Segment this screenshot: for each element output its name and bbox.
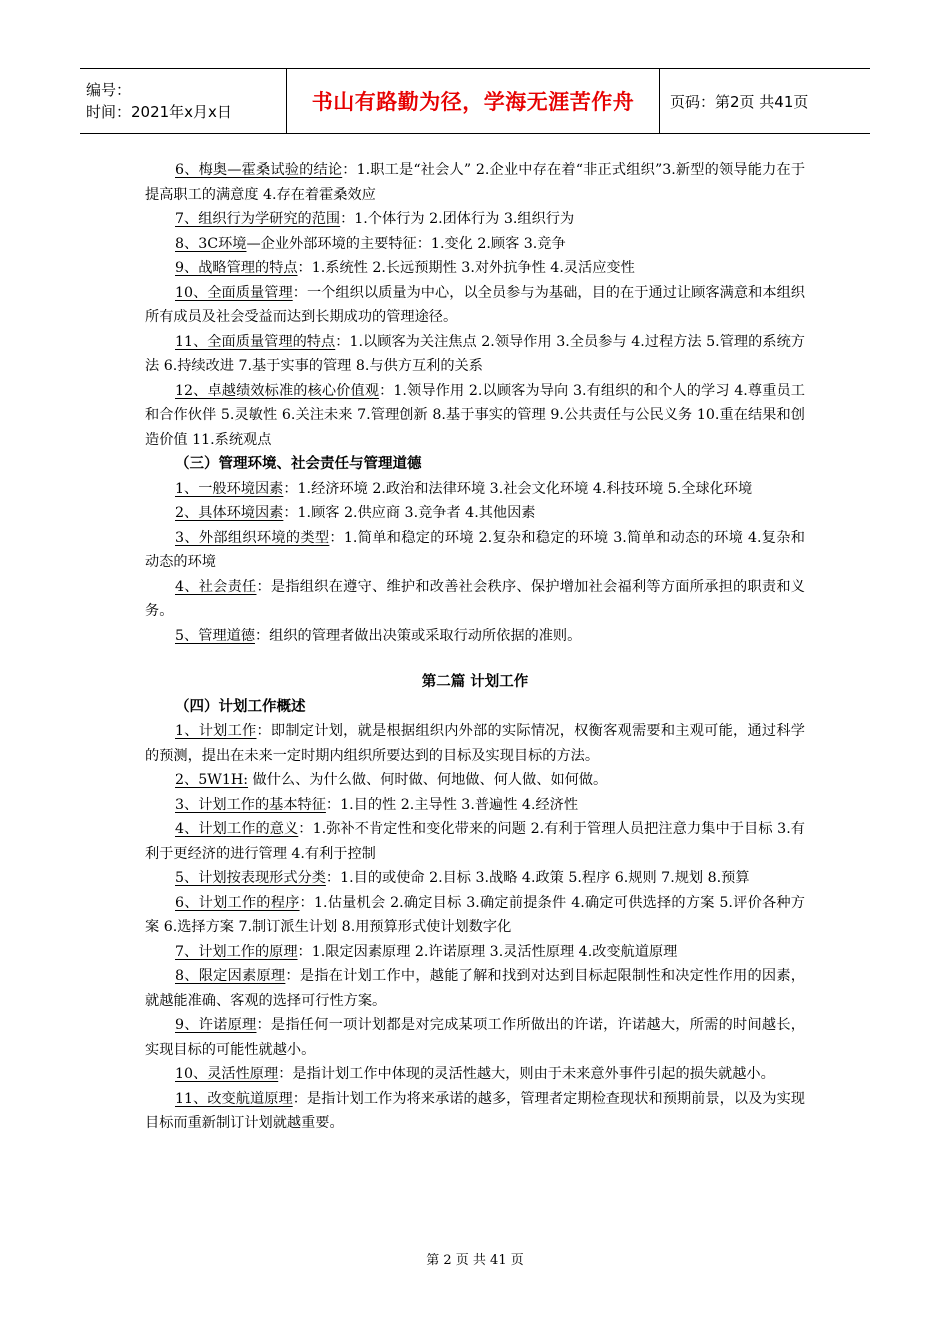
definition-paragraph [145, 256, 805, 281]
definition-text: ：是指计划工作中体现的灵活性越大，则由于未来意外事件引起的损失就越小。 [278, 1066, 775, 1082]
definition-paragraph [145, 207, 805, 232]
term-label: 11、全面质量管理的特点 [175, 333, 336, 350]
term-label: 9、许诺原理 [175, 1017, 257, 1033]
definition-text: ：1.领导作用 2.以顾客为导向 3.有组织的和个人的学习 4.尊重员工和合作伙伴 5.灵敏性 6.关注未来 7.管理创新 8.基于事实的管理 9.公共责任与公民义务 10.重在结果和创造价值 11.系统观点 [145, 382, 805, 448]
header-meta-cell [80, 69, 287, 134]
definition-text: ：1.弥补不肯定性和变化带来的问题 2.有利于管理人员把注意力集中于目标 3.有利于更经济的进行管理 4.有利于控制 [145, 821, 805, 862]
term-label: 3、计划工作的基本特征 [175, 796, 326, 813]
definition-text: ：1.个体行为 2.团体行为 3.组织行为 [340, 211, 575, 227]
definition-text: ：1.目的或使命 2.目标 3.战略 4.政策 5.程序 6.规则 7.规划 8.预算 [325, 870, 750, 886]
definition-paragraph [145, 379, 805, 453]
definition-paragraph [145, 817, 805, 866]
definition-paragraph [145, 866, 805, 891]
definition-text: ：是指任何一项计划都是对完成某项工作所做出的许诺，许诺越大，所需的时间越长，实现目标的可能性就越小。 [145, 1017, 805, 1058]
term-label: 2、具体环境因素 [175, 505, 284, 521]
term-label: 4、计划工作的意义 [175, 821, 299, 837]
definition-text: ：1.简单和稳定的环境 2.复杂和稳定的环境 3.简单和动态的环境 4.复杂和动态的环境 [145, 529, 805, 570]
definition-text: ：是指组织在遵守、维护和改善社会秩序、保护增加社会福利等方面所承担的职责和义务。 [145, 578, 805, 619]
definition-paragraph [145, 891, 805, 940]
term-label: 6、梅奥—霍桑试验的结论 [175, 162, 343, 178]
term-label: 11、改变航道原理 [175, 1090, 293, 1107]
term-label: 12、卓越绩效标准的核心价值观 [175, 382, 380, 399]
term-label: 8、3C环境 [175, 235, 247, 252]
definition-text: ：组织的管理者做出决策或采取行动所依据的准则。 [254, 627, 582, 644]
section-heading: （三）管理环境、社会责任与管理道德 [175, 456, 422, 472]
definition-text: —企业外部环境的主要特征：1.变化 2.顾客 3.竞争 [246, 235, 566, 252]
term-label: 5、管理道德 [175, 627, 255, 644]
term-label: 6、计划工作的程序 [175, 894, 300, 911]
definition-text: ：1.职工是“社会人” 2.企业中存在着“非正式组织”3.新型的领导能力在于提高职工的满意度 4.存在着霍桑效应 [145, 162, 806, 203]
definition-text: ：一个组织以质量为中心，以全员参与为基础，目的在于通过让顾客满意和本组织所有成员及社会受益而达到长期成功的管理途径。 [145, 284, 805, 325]
definition-text: ：1.以顾客为关注焦点 2.领导作用 3.全员参与 4.过程方法 5.管理的系统方法 6.持续改进 7.基于实事的管理 8.与供方互利的关系 [145, 333, 805, 374]
definition-paragraph [145, 477, 805, 502]
definition-text: ：1.限定因素原理 2.许诺原理 3.灵活性原理 4.改变航道原理 [297, 943, 678, 960]
definition-text: 做什么、为什么做、何时做、何地做、何人做、如何做。 [248, 772, 608, 788]
term-label: 9、战略管理的特点 [175, 260, 298, 276]
part-heading: 第二篇 计划工作 [421, 674, 529, 690]
definition-paragraph [145, 624, 805, 649]
definition-text: ：1.估量机会 2.确定目标 3.确定前提条件 4.确定可供选择的方案 5.评价各种方案 6.选择方案 7.制订派生计划 8.用预算形式使计划数字化 [145, 894, 805, 935]
definition-paragraph [145, 1087, 805, 1136]
term-label: 3、外部组织环境的类型 [175, 529, 330, 546]
definition-text: ：是指计划工作为将来承诺的越多，管理者定期检查现状和预期前景，以及为实现目标而重新制订计划就越重要。 [145, 1090, 805, 1131]
header-motto: 书山有路勤为径，学海无涯苦作舟 [287, 69, 660, 134]
document-date: 时间：2021年x月x日 [86, 103, 232, 121]
definition-text: ：1.经济环境 2.政治和法律环境 3.社会文化环境 4.科技环境 5.全球化环境 [283, 480, 753, 497]
term-label: 10、灵活性原理 [175, 1066, 279, 1082]
definition-text: ：1.顾客 2.供应商 3.竞争者 4.其他因素 [283, 505, 536, 521]
page-header [80, 68, 870, 134]
definition-paragraph [145, 793, 805, 818]
definition-paragraph [145, 1013, 805, 1062]
section-heading: （四）计划工作概述 [175, 698, 306, 715]
definition-paragraph [145, 232, 805, 257]
term-label: 10、全面质量管理 [175, 284, 293, 301]
term-label: 2、5W1H: [175, 772, 249, 788]
document-body [145, 158, 805, 1136]
definition-paragraph [145, 575, 805, 624]
term-label: 7、组织行为学研究的范围 [175, 211, 341, 227]
term-label: 1、一般环境因素 [175, 480, 284, 497]
document-code-label: 编号： [86, 81, 132, 99]
definition-paragraph [145, 940, 805, 965]
definition-paragraph [145, 719, 805, 768]
definition-paragraph [145, 158, 805, 207]
term-label: 5、计划按表现形式分类 [175, 870, 326, 886]
definition-paragraph [145, 526, 805, 575]
definition-paragraph [145, 768, 805, 793]
definition-paragraph [145, 1062, 805, 1087]
term-label: 1、计划工作 [175, 723, 257, 739]
definition-text: ：是指在计划工作中，越能了解和找到对达到目标起限制性和决定性作用的因素，就越能准确、客观的选择可行性方案。 [145, 968, 805, 1009]
header-page-number: 页码：第2页 共41页 [660, 69, 871, 134]
term-label: 7、计划工作的原理 [175, 943, 298, 960]
definition-paragraph [145, 281, 805, 330]
definition-paragraph [145, 964, 805, 1013]
definition-text: ：即制定计划，就是根据组织内外部的实际情况，权衡客观需要和主观可能，通过科学的预测，提出在未来一定时期内组织所要达到的目标及实现目标的方法。 [145, 723, 805, 764]
term-label: 4、社会责任 [175, 578, 257, 595]
definition-paragraph [145, 501, 805, 526]
page-footer: 第 2 页 共 41 页 [426, 1253, 524, 1268]
definition-paragraph [145, 330, 805, 379]
definition-text: ：1.目的性 2.主导性 3.普遍性 4.经济性 [325, 796, 579, 813]
term-label: 8、限定因素原理 [175, 968, 286, 984]
definition-text: ：1.系统性 2.长远预期性 3.对外抗争性 4.灵活应变性 [297, 260, 635, 276]
